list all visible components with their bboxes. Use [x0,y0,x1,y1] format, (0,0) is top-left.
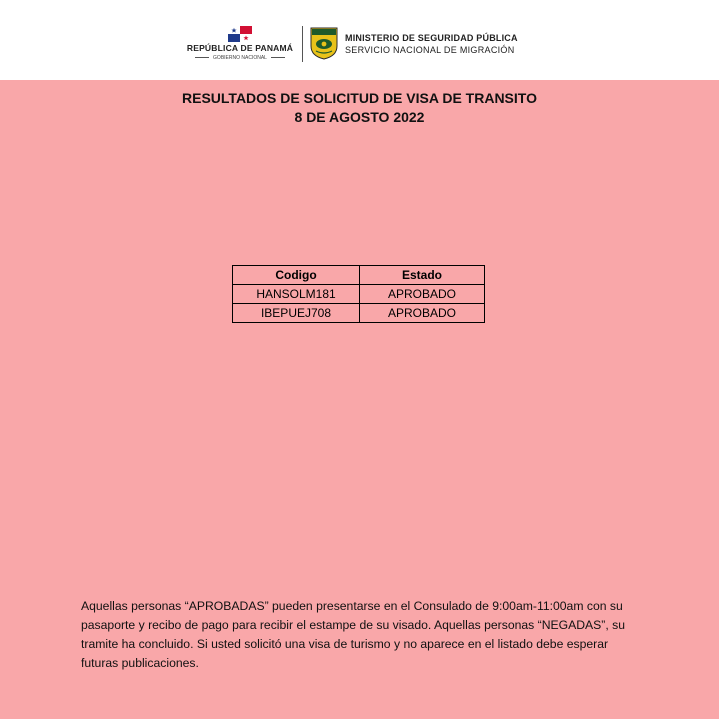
title-line-1: RESULTADOS DE SOLICITUD DE VISA DE TRANSITO [182,90,537,106]
header-divider [302,26,303,62]
migration-seal-icon [309,26,339,60]
document-title [0,89,719,127]
column-header-estado: Estado [360,266,485,285]
government-subtitle: GOBIERNO NACIONAL [176,55,304,61]
ministry-title: MINISTERIO DE SEGURIDAD PÚBLICA [345,33,518,43]
header [0,0,719,80]
table-row [233,285,485,304]
table-row [233,304,485,323]
panama-flag-icon [228,26,252,42]
estado-cell: APROBADO [360,285,485,304]
title-line-2: 8 DE AGOSTO 2022 [294,109,425,125]
migration-service-subtitle: SERVICIO NACIONAL DE MIGRACIÓN [345,45,515,55]
results-table [232,265,485,323]
notice-paragraph: Aquellas personas “APROBADAS” pueden presentarse en el Consulado de 9:00am-11:00am con su pasaporte y recibo de pago para recibir el estampe de su visado. Aquellas personas “NEGADAS”, su tramite ha concluido. Si usted solicitó una visa de turismo y no aparece en el listado debe esperar futuras publicaciones. [81,599,625,670]
column-header-codigo: Codigo [233,266,360,285]
table-header-row [233,266,485,285]
republic-title: REPÚBLICA DE PANAMÁ [186,43,294,53]
codigo-cell: HANSOLM181 [233,285,360,304]
estado-cell: APROBADO [360,304,485,323]
codigo-cell: IBEPUEJ708 [233,304,360,323]
